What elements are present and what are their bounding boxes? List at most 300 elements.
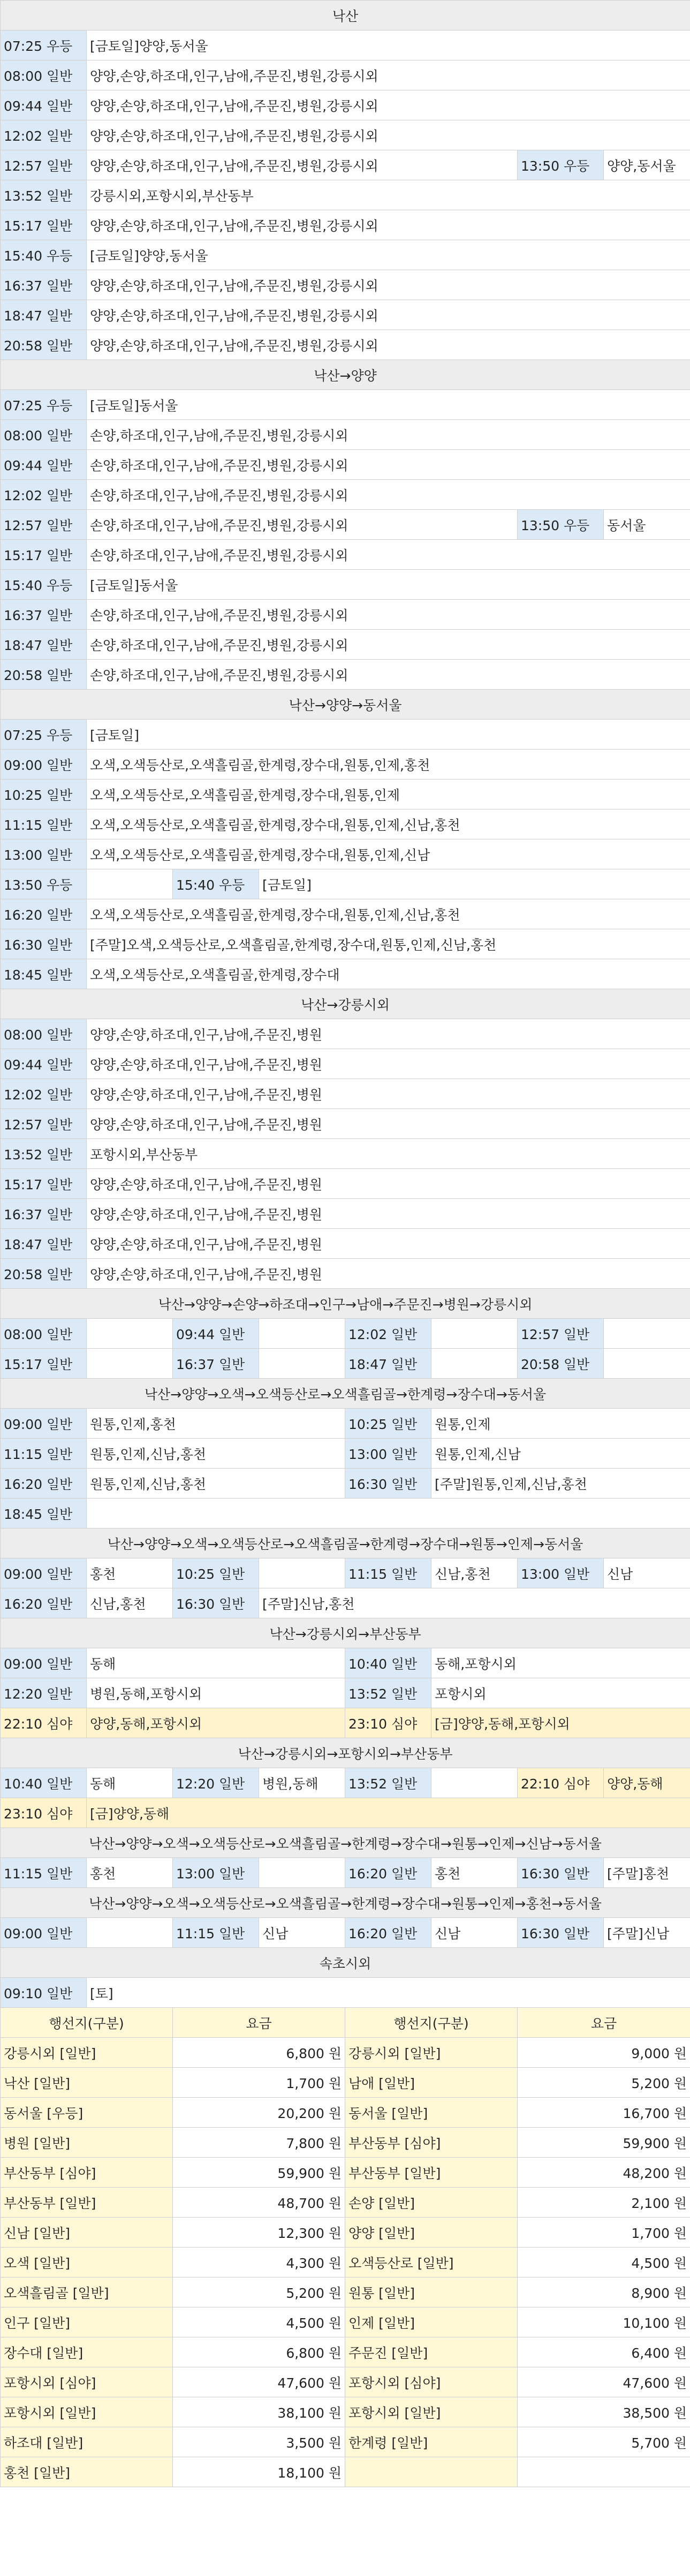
stops-cell: 오색,오색등산로,오색흘림골,한계령,장수대,원통,인제,신남,홍천 xyxy=(87,809,690,839)
stops-cell xyxy=(604,1319,690,1349)
stops-cell: 신남 xyxy=(604,1558,690,1588)
stops-cell: [금토일] xyxy=(87,720,690,750)
fare-amount: 6,800 원 xyxy=(173,2038,345,2068)
table-row xyxy=(1,60,690,90)
fare-header: 요금 xyxy=(518,2008,690,2038)
stops-cell: [금토일]동서울 xyxy=(87,570,690,600)
stops-cell: 양양,손양,하조대,인구,남애,주문진,병원 xyxy=(87,1019,690,1049)
stops-cell xyxy=(87,1319,173,1349)
departure-time: 20:58 일반 xyxy=(518,1349,604,1379)
stops-cell: [주말]신남 xyxy=(604,1918,690,1948)
section-title: 낙산 xyxy=(1,1,690,30)
table-row xyxy=(1,1888,690,1918)
departure-time: 15:40 우등 xyxy=(1,570,87,600)
fare-amount: 59,900 원 xyxy=(518,2128,690,2158)
table-row xyxy=(1,1768,690,1798)
table-row xyxy=(1,1738,690,1768)
departure-time: 07:25 우등 xyxy=(1,720,87,750)
table-row xyxy=(1,1139,690,1169)
departure-time: 12:20 일반 xyxy=(173,1768,259,1798)
stops-cell: 양양,손양,하조대,인구,남애,주문진,병원,강릉시외 xyxy=(87,270,690,300)
departure-time: 12:02 일반 xyxy=(1,1079,87,1109)
table-row xyxy=(1,959,690,989)
stops-cell xyxy=(87,1349,173,1379)
departure-time: 20:58 일반 xyxy=(1,660,87,690)
departure-time: 10:40 일반 xyxy=(345,1648,431,1678)
fare-amount: 6,800 원 xyxy=(173,2337,345,2367)
stops-cell: 양양,손양,하조대,인구,남애,주문진,병원 xyxy=(87,1109,690,1139)
stops-cell xyxy=(431,1319,518,1349)
fare-amount: 5,700 원 xyxy=(518,2427,690,2457)
departure-time: 10:25 일반 xyxy=(345,1409,431,1439)
departure-time: 09:44 일반 xyxy=(173,1319,259,1349)
fare-destination: 동서울 [우등] xyxy=(1,2098,173,2128)
stops-cell: [주말]원통,인제,신남,홍천 xyxy=(431,1469,690,1499)
fare-header: 요금 xyxy=(173,2008,345,2038)
departure-time: 12:57 일반 xyxy=(518,1319,604,1349)
table-row xyxy=(1,420,690,450)
stops-cell: 오색,오색등산로,오색흘림골,한계령,장수대,원통,인제,신남 xyxy=(87,839,690,869)
stops-cell: 병원,동해,포항시외 xyxy=(87,1678,345,1708)
table-row xyxy=(1,1289,690,1319)
departure-time: 16:20 일반 xyxy=(345,1918,431,1948)
fare-destination: 부산동부 [일반] xyxy=(345,2158,518,2188)
table-row xyxy=(1,720,690,750)
fare-amount: 1,700 원 xyxy=(173,2068,345,2098)
departure-time: 15:40 우등 xyxy=(1,240,87,270)
stops-cell: 신남,홍천 xyxy=(87,1588,173,1618)
stops-cell: 손양,하조대,인구,남애,주문진,병원,강릉시외 xyxy=(87,510,518,540)
section-title: 낙산→강릉시외→포항시외→부산동부 xyxy=(1,1738,690,1768)
fare-amount xyxy=(518,2457,690,2487)
departure-time: 16:37 일반 xyxy=(1,270,87,300)
table-row xyxy=(1,1319,690,1349)
departure-time: 12:20 일반 xyxy=(1,1678,87,1708)
table-row xyxy=(1,1079,690,1109)
fare-amount: 59,900 원 xyxy=(173,2158,345,2188)
stops-cell xyxy=(431,1768,518,1798)
fare-destination: 오색 [일반] xyxy=(1,2248,173,2277)
departure-time: 12:02 일반 xyxy=(1,480,87,510)
stops-cell: 손양,하조대,인구,남애,주문진,병원,강릉시외 xyxy=(87,630,690,660)
table-row xyxy=(1,2457,690,2487)
stops-cell: [주말]홍천 xyxy=(604,1858,690,1888)
departure-time: 10:25 일반 xyxy=(173,1558,259,1588)
fare-amount: 1,700 원 xyxy=(518,2218,690,2248)
fare-amount: 48,700 원 xyxy=(173,2188,345,2218)
section-title: 낙산→양양→오색→오색등산로→오색흘림골→한계령→장수대→동서울 xyxy=(1,1379,690,1409)
fare-amount: 7,800 원 xyxy=(173,2128,345,2158)
table-row xyxy=(1,450,690,480)
table-row xyxy=(1,30,690,60)
departure-time: 12:02 일반 xyxy=(1,120,87,150)
stops-cell: [주말]신남,홍천 xyxy=(259,1588,690,1618)
fare-destination: 장수대 [일반] xyxy=(1,2337,173,2367)
departure-time: 12:02 일반 xyxy=(345,1319,431,1349)
stops-cell: 강릉시외,포항시외,부산동부 xyxy=(87,180,690,210)
table-row xyxy=(1,2248,690,2277)
table-row xyxy=(1,2098,690,2128)
fare-amount: 2,100 원 xyxy=(518,2188,690,2218)
table-row xyxy=(1,1648,690,1678)
fare-destination: 한계령 [일반] xyxy=(345,2427,518,2457)
table-row xyxy=(1,1259,690,1289)
stops-cell xyxy=(259,1558,345,1588)
table-row xyxy=(1,779,690,809)
table-row xyxy=(1,540,690,570)
departure-time: 07:25 우등 xyxy=(1,390,87,420)
fare-header: 행선지(구분) xyxy=(345,2008,518,2038)
departure-time: 16:30 일반 xyxy=(518,1858,604,1888)
table-row xyxy=(1,1439,690,1469)
table-row xyxy=(1,1618,690,1648)
departure-time: 13:00 일반 xyxy=(518,1558,604,1588)
fare-amount: 4,500 원 xyxy=(518,2248,690,2277)
section-title: 낙산→양양→오색→오색등산로→오색흘림골→한계령→장수대→원통→인제→홍천→동서울 xyxy=(1,1888,690,1918)
table-row xyxy=(1,1049,690,1079)
stops-cell: 신남,홍천 xyxy=(431,1558,518,1588)
stops-cell: 양양,손양,하조대,인구,남애,주문진,병원,강릉시외 xyxy=(87,210,690,240)
stops-cell xyxy=(604,1349,690,1379)
departure-time: 12:57 일반 xyxy=(1,1109,87,1139)
table-row xyxy=(1,2128,690,2158)
departure-time: 13:52 일반 xyxy=(345,1678,431,1708)
table-row xyxy=(1,2158,690,2188)
table-row xyxy=(1,1678,690,1708)
table-row xyxy=(1,1199,690,1229)
departure-time: 08:00 일반 xyxy=(1,420,87,450)
departure-time: 13:52 일반 xyxy=(345,1768,431,1798)
table-row xyxy=(1,899,690,929)
stops-cell xyxy=(259,1858,345,1888)
departure-time: 07:25 우등 xyxy=(1,30,87,60)
departure-time: 08:00 일반 xyxy=(1,60,87,90)
stops-cell: 오색,오색등산로,오색흘림골,한계령,장수대,원통,인제 xyxy=(87,779,690,809)
fare-amount: 4,500 원 xyxy=(173,2307,345,2337)
fare-amount: 16,700 원 xyxy=(518,2098,690,2128)
fare-amount: 5,200 원 xyxy=(173,2277,345,2307)
stops-cell: 병원,동해 xyxy=(259,1768,345,1798)
stops-cell: 오색,오색등산로,오색흘림골,한계령,장수대,원통,인제,신남,홍천 xyxy=(87,899,690,929)
departure-time: 13:50 우등 xyxy=(518,510,604,540)
departure-time: 18:45 일반 xyxy=(1,1499,87,1528)
stops-cell: 원통,인제,홍천 xyxy=(87,1409,345,1439)
fare-destination: 양양 [일반] xyxy=(345,2218,518,2248)
table-row xyxy=(1,270,690,300)
fare-header: 행선지(구분) xyxy=(1,2008,173,2038)
departure-time: 16:37 일반 xyxy=(173,1349,259,1379)
fare-destination: 동서울 [일반] xyxy=(345,2098,518,2128)
departure-time: 09:44 일반 xyxy=(1,90,87,120)
fare-destination: 신남 [일반] xyxy=(1,2218,173,2248)
stops-cell: [금토일]동서울 xyxy=(87,390,690,420)
departure-time: 16:20 일반 xyxy=(1,899,87,929)
stops-cell: [금토일]양양,동서울 xyxy=(87,30,690,60)
fare-amount: 5,200 원 xyxy=(518,2068,690,2098)
fare-destination: 하조대 [일반] xyxy=(1,2427,173,2457)
departure-time: 09:00 일반 xyxy=(1,1648,87,1678)
stops-cell: 양양,동서울 xyxy=(604,150,690,180)
stops-cell: [금]양양,동해 xyxy=(87,1798,690,1828)
table-row xyxy=(1,2068,690,2098)
stops-cell: 동해 xyxy=(87,1768,173,1798)
table-row xyxy=(1,2397,690,2427)
stops-cell: [금토일]양양,동서울 xyxy=(87,240,690,270)
departure-time: 16:30 일반 xyxy=(173,1588,259,1618)
table-row xyxy=(1,1588,690,1618)
table-row xyxy=(1,150,690,180)
fare-destination: 원통 [일반] xyxy=(345,2277,518,2307)
table-row xyxy=(1,839,690,869)
section-title: 낙산→양양→오색→오색등산로→오색흘림골→한계령→장수대→원통→인제→동서울 xyxy=(1,1528,690,1558)
stops-cell: 손양,하조대,인구,남애,주문진,병원,강릉시외 xyxy=(87,420,690,450)
stops-cell: [금토일] xyxy=(259,869,690,899)
departure-time: 20:58 일반 xyxy=(1,1259,87,1289)
departure-time: 11:15 일반 xyxy=(1,1439,87,1469)
table-row xyxy=(1,360,690,390)
table-row xyxy=(1,2218,690,2248)
table-row xyxy=(1,869,690,899)
fare-amount: 20,200 원 xyxy=(173,2098,345,2128)
fare-destination: 병원 [일반] xyxy=(1,2128,173,2158)
fare-amount: 3,500 원 xyxy=(173,2427,345,2457)
departure-time: 16:37 일반 xyxy=(1,600,87,630)
table-row xyxy=(1,809,690,839)
fare-destination: 홍천 [일반] xyxy=(1,2457,173,2487)
departure-time: 15:17 일반 xyxy=(1,1349,87,1379)
departure-time: 16:30 일반 xyxy=(1,929,87,959)
stops-cell: 원통,인제 xyxy=(431,1409,690,1439)
stops-cell: 손양,하조대,인구,남애,주문진,병원,강릉시외 xyxy=(87,480,690,510)
table-row xyxy=(1,1528,690,1558)
departure-time: 09:00 일반 xyxy=(1,1558,87,1588)
stops-cell: 양양,동해,포항시외 xyxy=(87,1708,345,1738)
stops-cell: 양양,손양,하조대,인구,남애,주문진,병원 xyxy=(87,1259,690,1289)
section-title: 낙산→양양→동서울 xyxy=(1,690,690,720)
table-row xyxy=(1,750,690,779)
table-row xyxy=(1,2367,690,2397)
table-row xyxy=(1,1558,690,1588)
stops-cell: 양양,손양,하조대,인구,남애,주문진,병원,강릉시외 xyxy=(87,120,690,150)
departure-time: 11:15 일반 xyxy=(1,1858,87,1888)
table-row xyxy=(1,240,690,270)
fare-destination: 강릉시외 [일반] xyxy=(345,2038,518,2068)
fare-destination: 오색흘림골 [일반] xyxy=(1,2277,173,2307)
stops-cell xyxy=(431,1349,518,1379)
table-row xyxy=(1,929,690,959)
stops-cell: 손양,하조대,인구,남애,주문진,병원,강릉시외 xyxy=(87,600,690,630)
table-row xyxy=(1,180,690,210)
stops-cell: 오색,오색등산로,오색흘림골,한계령,장수대,원통,인제,홍천 xyxy=(87,750,690,779)
fare-destination xyxy=(345,2457,518,2487)
departure-time: 16:30 일반 xyxy=(518,1918,604,1948)
stops-cell: [토] xyxy=(87,1978,690,2008)
stops-cell xyxy=(87,1499,690,1528)
fare-amount: 12,300 원 xyxy=(173,2218,345,2248)
fare-destination: 포항시외 [심야] xyxy=(1,2367,173,2397)
fare-amount: 6,400 원 xyxy=(518,2337,690,2367)
table-row xyxy=(1,210,690,240)
stops-cell: 양양,손양,하조대,인구,남애,주문진,병원,강릉시외 xyxy=(87,90,690,120)
departure-time: 11:15 일반 xyxy=(1,809,87,839)
stops-cell: 원통,인제,신남,홍천 xyxy=(87,1469,345,1499)
departure-time: 09:44 일반 xyxy=(1,1049,87,1079)
fare-destination: 포항시외 [일반] xyxy=(345,2397,518,2427)
table-row xyxy=(1,989,690,1019)
departure-time: 13:52 일반 xyxy=(1,180,87,210)
stops-cell: 오색,오색등산로,오색흘림골,한계령,장수대 xyxy=(87,959,690,989)
table-row xyxy=(1,2427,690,2457)
fare-destination: 남애 [일반] xyxy=(345,2068,518,2098)
stops-cell xyxy=(87,1918,173,1948)
fare-destination: 포항시외 [심야] xyxy=(345,2367,518,2397)
table-row xyxy=(1,570,690,600)
departure-time: 13:00 일반 xyxy=(345,1439,431,1469)
departure-time: 18:47 일반 xyxy=(1,1229,87,1259)
departure-time: 10:40 일반 xyxy=(1,1768,87,1798)
departure-time: 16:37 일반 xyxy=(1,1199,87,1229)
stops-cell: 신남 xyxy=(431,1918,518,1948)
stops-cell: 손양,하조대,인구,남애,주문진,병원,강릉시외 xyxy=(87,660,690,690)
table-row xyxy=(1,1229,690,1259)
departure-time: 16:20 일반 xyxy=(1,1588,87,1618)
departure-time: 15:17 일반 xyxy=(1,1169,87,1199)
table-row xyxy=(1,480,690,510)
departure-time: 18:47 일반 xyxy=(1,630,87,660)
departure-time: 13:50 우등 xyxy=(1,869,87,899)
stops-cell xyxy=(87,869,173,899)
stops-cell: 손양,하조대,인구,남애,주문진,병원,강릉시외 xyxy=(87,450,690,480)
stops-cell: [금]양양,동해,포항시외 xyxy=(431,1708,690,1738)
fare-destination: 강릉시외 [일반] xyxy=(1,2038,173,2068)
table-row xyxy=(1,300,690,330)
stops-cell: 포항시외 xyxy=(431,1678,690,1708)
fare-amount: 47,600 원 xyxy=(173,2367,345,2397)
departure-time: 16:30 일반 xyxy=(345,1469,431,1499)
departure-time: 15:40 우등 xyxy=(173,869,259,899)
table-row xyxy=(1,2008,690,2038)
departure-time: 16:20 일반 xyxy=(345,1858,431,1888)
departure-time: 23:10 심야 xyxy=(345,1708,431,1738)
stops-cell xyxy=(259,1349,345,1379)
stops-cell: 양양,손양,하조대,인구,남애,주문진,병원,강릉시외 xyxy=(87,330,690,360)
table-row xyxy=(1,2188,690,2218)
departure-time: 20:58 일반 xyxy=(1,330,87,360)
table-row xyxy=(1,1,690,30)
departure-time: 08:00 일반 xyxy=(1,1019,87,1049)
fare-destination: 부산동부 [심야] xyxy=(345,2128,518,2158)
stops-cell: 손양,하조대,인구,남애,주문진,병원,강릉시외 xyxy=(87,540,690,570)
table-row xyxy=(1,1379,690,1409)
table-row xyxy=(1,2038,690,2068)
departure-time: 22:10 심야 xyxy=(1,1708,87,1738)
table-row xyxy=(1,2277,690,2307)
departure-time: 13:00 일반 xyxy=(1,839,87,869)
table-row xyxy=(1,1948,690,1978)
stops-cell: 원통,인제,신남,홍천 xyxy=(87,1439,345,1469)
section-title: 낙산→양양→오색→오색등산로→오색흘림골→한계령→장수대→원통→인제→신남→동서울 xyxy=(1,1828,690,1858)
table-row xyxy=(1,2337,690,2367)
stops-cell: 홍천 xyxy=(87,1858,173,1888)
table-row xyxy=(1,1409,690,1439)
fare-destination: 낙산 [일반] xyxy=(1,2068,173,2098)
stops-cell: 양양,손양,하조대,인구,남애,주문진,병원 xyxy=(87,1079,690,1109)
stops-cell: 양양,손양,하조대,인구,남애,주문진,병원,강릉시외 xyxy=(87,300,690,330)
section-title: 낙산→강릉시외 xyxy=(1,989,690,1019)
fare-destination: 부산동부 [심야] xyxy=(1,2158,173,2188)
departure-time: 09:00 일반 xyxy=(1,1918,87,1948)
stops-cell: 양양,손양,하조대,인구,남애,주문진,병원 xyxy=(87,1169,690,1199)
departure-time: 18:47 일반 xyxy=(1,300,87,330)
departure-time: 11:15 일반 xyxy=(345,1558,431,1588)
fare-amount: 8,900 원 xyxy=(518,2277,690,2307)
section-title: 낙산→강릉시외→부산동부 xyxy=(1,1618,690,1648)
departure-time: 15:17 일반 xyxy=(1,540,87,570)
departure-time: 15:17 일반 xyxy=(1,210,87,240)
departure-time: 13:00 일반 xyxy=(173,1858,259,1888)
stops-cell: 양양,동해 xyxy=(604,1768,690,1798)
table-row xyxy=(1,90,690,120)
table-row xyxy=(1,1109,690,1139)
departure-time: 09:00 일반 xyxy=(1,750,87,779)
stops-cell xyxy=(259,1319,345,1349)
table-row xyxy=(1,1978,690,2008)
fare-amount: 10,100 원 xyxy=(518,2307,690,2337)
section-title: 낙산→양양→손양→하조대→인구→남애→주문진→병원→강릉시외 xyxy=(1,1289,690,1319)
fare-destination: 오색등산로 [일반] xyxy=(345,2248,518,2277)
departure-time: 13:52 일반 xyxy=(1,1139,87,1169)
stops-cell: 양양,손양,하조대,인구,남애,주문진,병원 xyxy=(87,1199,690,1229)
stops-cell: 원통,인제,신남 xyxy=(431,1439,690,1469)
departure-time: 12:57 일반 xyxy=(1,150,87,180)
departure-time: 18:47 일반 xyxy=(345,1349,431,1379)
table-row xyxy=(1,330,690,360)
stops-cell: 신남 xyxy=(259,1918,345,1948)
table-row xyxy=(1,1169,690,1199)
fare-destination: 부산동부 [일반] xyxy=(1,2188,173,2218)
departure-time: 08:00 일반 xyxy=(1,1319,87,1349)
stops-cell: 양양,손양,하조대,인구,남애,주문진,병원 xyxy=(87,1049,690,1079)
section-title: 속초시외 xyxy=(1,1948,690,1978)
departure-time: 18:45 일반 xyxy=(1,959,87,989)
table-row xyxy=(1,1469,690,1499)
stops-cell: 동서울 xyxy=(604,510,690,540)
table-row xyxy=(1,1798,690,1828)
fare-amount: 38,100 원 xyxy=(173,2397,345,2427)
fare-destination: 인구 [일반] xyxy=(1,2307,173,2337)
departure-time: 12:57 일반 xyxy=(1,510,87,540)
table-row xyxy=(1,660,690,690)
departure-time: 16:20 일반 xyxy=(1,1469,87,1499)
fare-amount: 9,000 원 xyxy=(518,2038,690,2068)
departure-time: 13:50 우등 xyxy=(518,150,604,180)
table-row xyxy=(1,1019,690,1049)
table-row xyxy=(1,120,690,150)
table-row xyxy=(1,1708,690,1738)
stops-cell: 양양,손양,하조대,인구,남애,주문진,병원,강릉시외 xyxy=(87,60,690,90)
fare-destination: 포항시외 [일반] xyxy=(1,2397,173,2427)
table-row xyxy=(1,390,690,420)
stops-cell: 홍천 xyxy=(431,1858,518,1888)
section-title: 낙산→양양 xyxy=(1,360,690,390)
fare-amount: 48,200 원 xyxy=(518,2158,690,2188)
table-row xyxy=(1,510,690,540)
stops-cell: 양양,손양,하조대,인구,남애,주문진,병원 xyxy=(87,1229,690,1259)
stops-cell: 양양,손양,하조대,인구,남애,주문진,병원,강릉시외 xyxy=(87,150,518,180)
fare-amount: 4,300 원 xyxy=(173,2248,345,2277)
fare-amount: 47,600 원 xyxy=(518,2367,690,2397)
departure-time: 09:44 일반 xyxy=(1,450,87,480)
